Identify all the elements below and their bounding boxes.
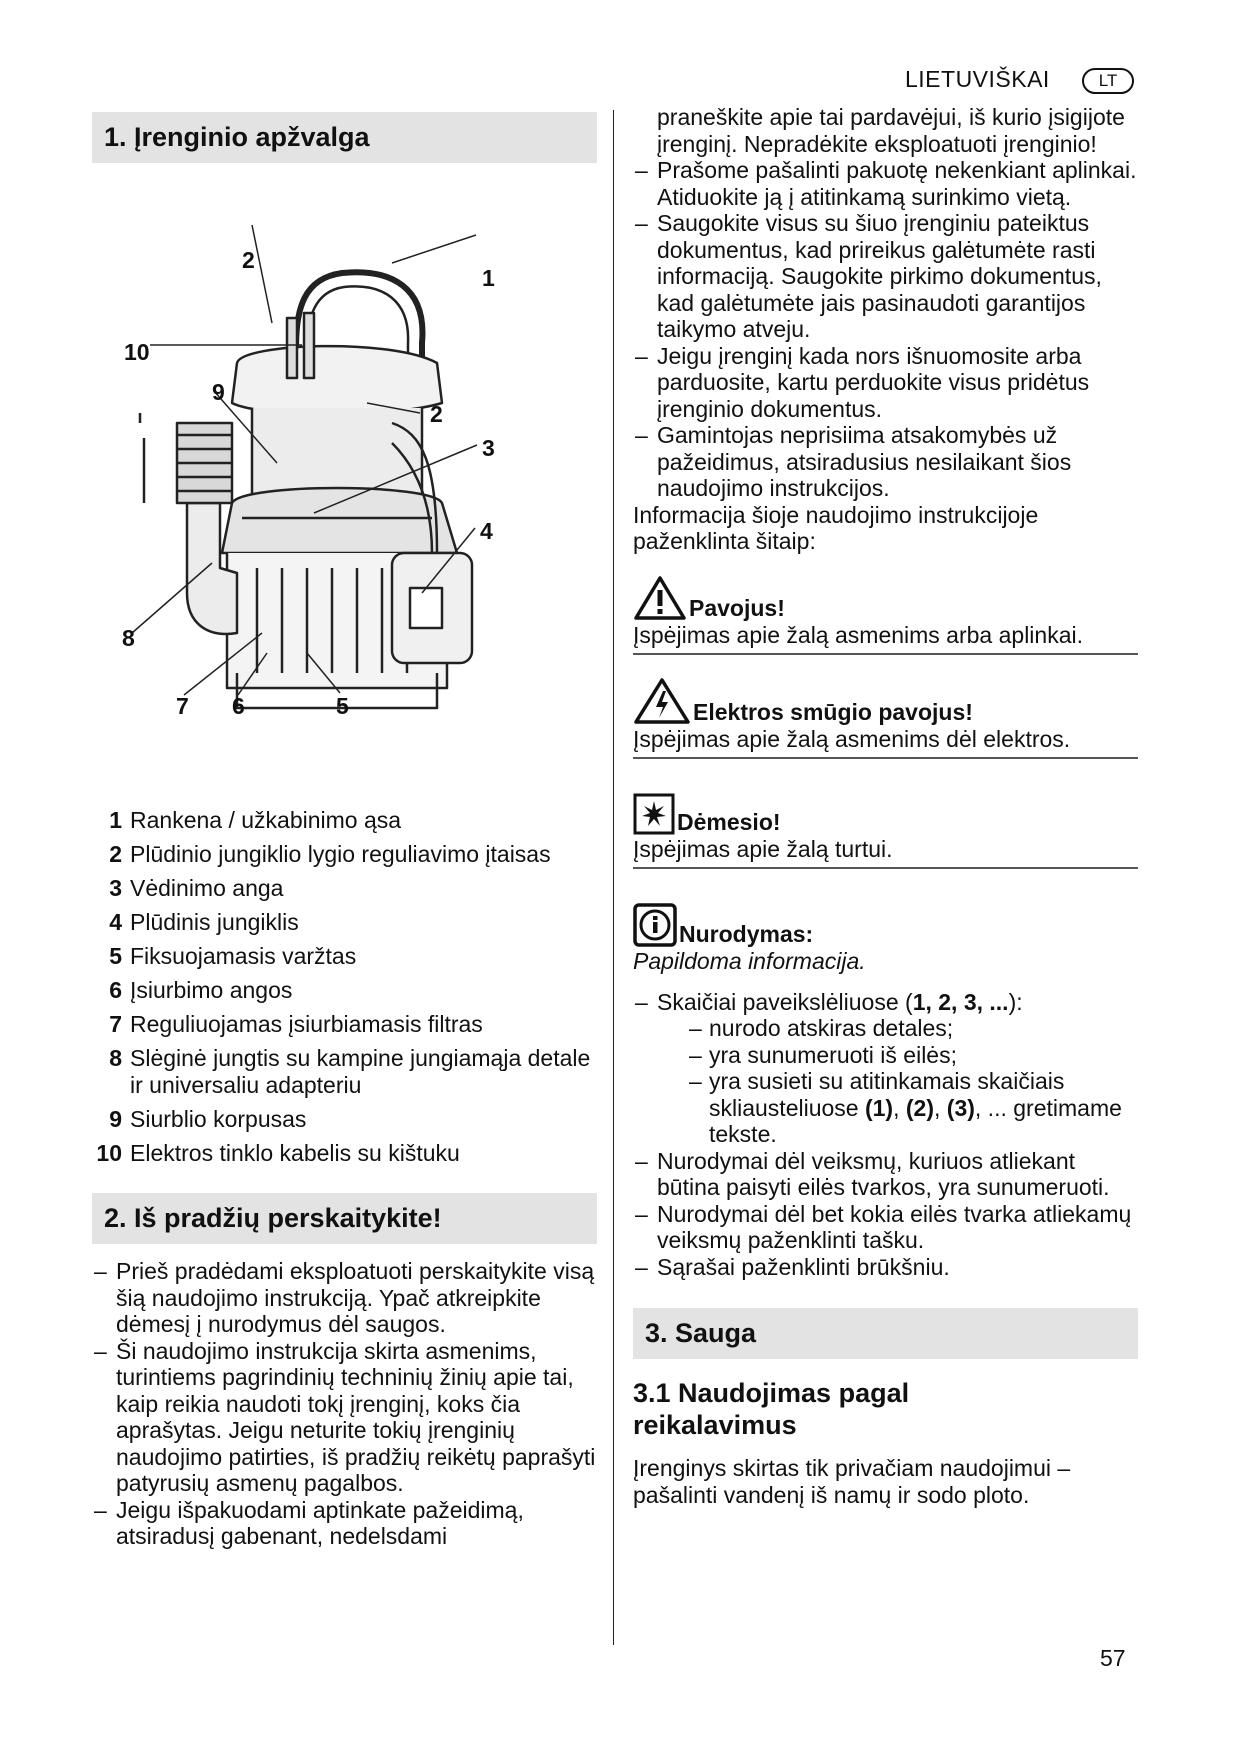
section-2-heading: 2. Iš pradžių perskaitykite!	[92, 1193, 597, 1244]
info-icon	[633, 903, 677, 947]
section-1-heading: 1. Įrenginio apžvalga	[92, 112, 597, 163]
part-number: 6	[109, 977, 122, 1003]
hint-notice	[633, 903, 1138, 975]
subsection-title-text: 3.1 Naudojimas pagal reikalavimus	[633, 1378, 910, 1440]
list-item: – Nurodymai dėl bet kokia eilės tvarka atliekamų veiksmų paženklinti tašku.	[633, 1201, 1138, 1254]
intended-use-text: Įrenginys skirtas tik privačiam naudojimui – pašalinti vandenį iš namų ir sodo ploto.	[633, 1455, 1071, 1508]
list-item: – Prieš pradėdami eksploatuoti perskaitykite visą šią naudojimo instrukciją. Ypač atkreipkite dėmesį į nurodymus dėl saugos.	[92, 1258, 597, 1338]
bold-fragment: (2)	[905, 1094, 934, 1121]
list-item: – Sąrašai paženklinti brūkšniu.	[633, 1254, 1138, 1281]
figure-label-1: 1	[482, 265, 495, 291]
part-number: 9	[109, 1106, 122, 1132]
notice-text: Įspėjimas apie žalą asmenims arba aplinkai.	[633, 621, 1083, 648]
part-name: Plūdinis jungiklis	[130, 909, 299, 935]
list-item	[92, 841, 597, 868]
list-item	[92, 875, 597, 902]
pump-overview-figure	[92, 173, 562, 793]
part-name: Siurblio korpusas	[130, 1106, 307, 1132]
notice-title-text: Pavojus!	[689, 594, 785, 621]
bold-fragment: (1)	[864, 1094, 894, 1121]
info-intro: Informacija šioje naudojimo instrukcijoje paženklinta šitaip:	[633, 501, 1039, 554]
part-number: 2	[109, 841, 122, 867]
left-column	[92, 112, 597, 1550]
figure-label-8: 8	[122, 625, 135, 651]
part-name: Fiksuojamasis varžtas	[130, 943, 357, 969]
notice-text: Papildoma informacija.	[633, 947, 866, 974]
list-item: – Prašome pašalinti pakuotę nekenkiant aplinkai. Atiduokite ją į atitinkamą surinkimo vietą.	[633, 157, 1138, 210]
subsection-3-1-heading	[633, 1377, 1138, 1441]
part-name: Įsiurbimo angos	[130, 977, 293, 1003]
continued-text: praneškite apie tai pardavėjui, iš kurio įsigijote įrenginį. Nepradėkite eksploatuoti įrenginio!	[657, 104, 1125, 157]
electric-notice	[633, 677, 1138, 759]
figure-label-4: 4	[480, 518, 493, 544]
notice-text: Įspėjimas apie žalą turtui.	[633, 835, 893, 862]
list-item	[92, 1045, 597, 1099]
part-number: 7	[109, 1011, 122, 1037]
list-item	[92, 1140, 597, 1167]
list-item: – Nurodymai dėl veiksmų, kuriuos atliekant būtina paisyti eilės tvarkos, yra sunumeruoti.	[633, 1148, 1138, 1201]
electric-notice-title	[633, 677, 1138, 725]
figure-label-2a: 2	[242, 247, 255, 273]
caution-notice-title	[633, 793, 1138, 835]
part-number: 8	[109, 1045, 122, 1071]
text-fragment: ):	[1008, 988, 1023, 1015]
list-item	[633, 989, 1138, 1148]
list-item: – Jeigu įrenginį kada nors išnuomosite arba parduosite, kartu perduokite visus pridėtus įrenginio dokumentus.	[633, 343, 1138, 423]
list-item: – Jeigu išpakuodami aptinkate pažeidimą, atsiradusį gabenant, nedelsdami	[92, 1497, 597, 1550]
caution-notice	[633, 793, 1138, 869]
part-number: 4	[109, 909, 122, 935]
conventions-list	[633, 989, 1138, 1281]
caution-square-icon	[633, 793, 675, 835]
page-number: 57	[1100, 1645, 1126, 1671]
parts-list	[92, 807, 597, 1167]
part-name: Elektros tinklo kabelis su kištuku	[130, 1140, 460, 1166]
list-item: – Ši naudojimo instrukcija skirta asmenims, turintiems pagrindinių techninių žinių apie tai, kaip reikia naudoti tokį įrenginį, koks čia aprašytas. Jeigu neturite tokių įrenginių naudojimo patirties, iš pradžių reikėtų paprašyti patyrusių asmenų pagalbos.	[92, 1338, 597, 1497]
notice-title-text: Dėmesio!	[677, 808, 781, 835]
figure-label-7: 7	[176, 693, 189, 719]
text-fragment: , ... gretimame tekste.	[709, 1094, 1122, 1147]
danger-notice	[633, 575, 1138, 655]
danger-notice-title	[633, 575, 1138, 621]
text-fragment: ,	[934, 1094, 947, 1121]
right-column	[633, 104, 1138, 1508]
part-number: 10	[96, 1140, 122, 1166]
list-item	[689, 1068, 1138, 1148]
language-label: LIETUVIŠKAI	[905, 66, 1050, 92]
list-item: – nurodo atskiras detales;	[689, 1015, 1138, 1042]
list-item	[92, 807, 597, 834]
part-name: Rankena / užkabinimo ąsa	[130, 807, 402, 833]
figure-label-3: 3	[482, 435, 495, 461]
figure-label-5: 5	[336, 693, 349, 719]
bold-fragment: 1, 2, 3, ...	[912, 988, 1009, 1015]
figure-label-10: 10	[124, 339, 150, 365]
list-item: – Saugokite visus su šiuo įrenginiu pateiktus dokumentus, kad prireikus galėtumėte rasti informaciją. Saugokite pirkimo dokumentus, kad galėtumėte jais pasinaudoti garantijos taikymo atveju.	[633, 210, 1138, 343]
text-fragment: yra susieti su atitinkamais skaičiais skliausteliuose	[709, 1068, 1065, 1121]
notice-title-text: Elektros smūgio pavojus!	[693, 698, 973, 725]
read-first-list	[92, 1258, 597, 1550]
notice-title-text: Nurodymas:	[679, 920, 814, 947]
part-name: Vėdinimo anga	[130, 875, 284, 901]
part-name: Plūdinio jungiklio lygio reguliavimo įtaisas	[130, 841, 551, 867]
language-badge: LT	[1082, 68, 1134, 94]
figure-label-9: 9	[212, 379, 225, 405]
warning-triangle-icon	[633, 575, 687, 621]
list-item	[92, 1106, 597, 1133]
column-divider	[613, 110, 614, 1645]
figure-label-2b: 2	[430, 401, 443, 427]
text-fragment: ,	[893, 1094, 906, 1121]
part-number: 1	[109, 807, 122, 833]
read-first-list-continued	[633, 157, 1138, 502]
list-item	[92, 977, 597, 1004]
list-item	[92, 943, 597, 970]
part-number: 5	[109, 943, 122, 969]
part-name: Reguliuojamas įsiurbiamasis filtras	[130, 1011, 483, 1037]
electric-hazard-icon	[633, 677, 691, 725]
notice-text: Įspėjimas apie žalą asmenims dėl elektros.	[633, 725, 1071, 752]
figures-sub-list	[657, 1015, 1138, 1148]
text-fragment: Skaičiai paveikslėliuose (	[657, 988, 913, 1015]
part-number: 3	[109, 875, 122, 901]
list-item: – Gamintojas neprisiima atsakomybės už pažeidimus, atsiradusius nesilaikant šios naudojimo instrukcijos.	[633, 422, 1138, 502]
figure-label-6: 6	[232, 693, 245, 719]
list-item	[92, 1011, 597, 1038]
list-item	[92, 909, 597, 936]
section-3-heading: 3. Sauga	[633, 1308, 1138, 1359]
part-name: Slėginė jungtis su kampine jungiamąja detale ir universaliu adapteriu	[130, 1045, 591, 1098]
list-item: – yra sunumeruoti iš eilės;	[689, 1042, 1138, 1069]
hint-notice-title	[633, 903, 1138, 947]
bold-fragment: (3)	[946, 1094, 975, 1121]
